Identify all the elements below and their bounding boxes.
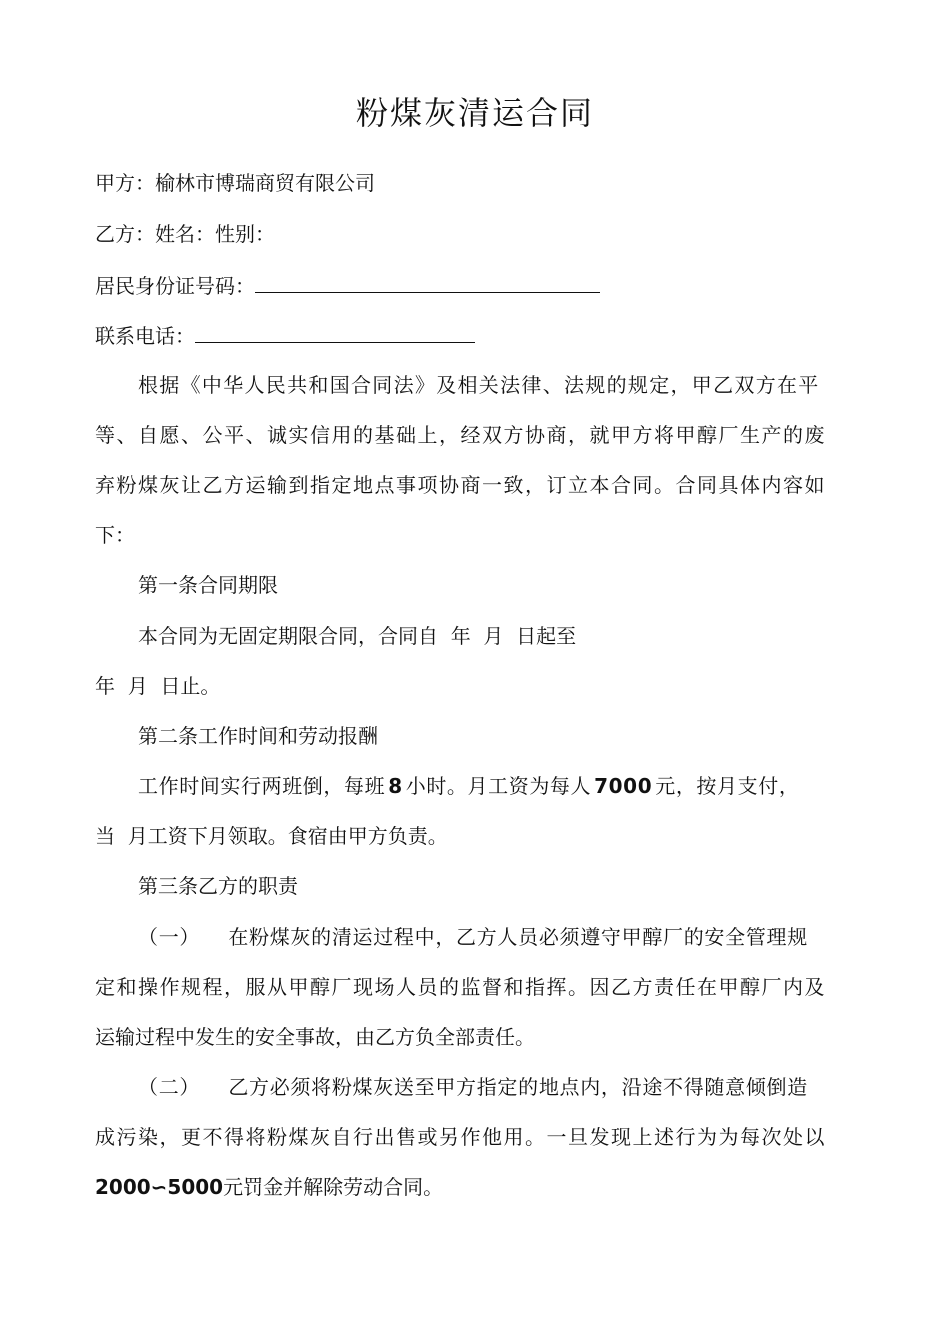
article-2-line-2: 当 月工资下月领取。食宿由甲方负责。 [95,824,448,848]
id-number-label: 居民身份证号码： [95,274,255,298]
article-3-heading: 第三条乙方的职责 [138,874,298,898]
document-title: 粉煤灰清运合同 [355,94,594,132]
penalty-range: 2000∽5000 [95,1175,224,1199]
intro-line-2: 等、自愿、公平、诚实信用的基础上，经双方协商，就甲方将甲醇厂生产的废 [95,423,826,447]
article-3-item-1-line-1: （一） 在粉煤灰的清运过程中，乙方人员必须遵守甲醇厂的安全管理规 [138,925,808,949]
article-1-line-1: 本合同为无固定期限合同，合同自 年 月 日起至 [138,624,577,648]
salary-text: 小时。月工资为每人 [405,774,592,798]
phone-label: 联系电话： [95,324,195,348]
article-2-line-1 [138,773,799,799]
article-3-item-1-line-3: 运输过程中发生的安全事故，由乙方负全部责任。 [95,1025,535,1049]
intro-line-3: 弃粉煤灰让乙方运输到指定地点事项协商一致，订立本合同。合同具体内容如 [95,473,826,497]
article-3-item-1-line-2: 定和操作规程，服从甲醇厂现场人员的监督和指挥。因乙方责任在甲醇厂内及 [95,975,826,999]
work-time-text: 工作时间实行两班倒，每班 [138,774,386,798]
article-3-item-2-line-3 [95,1174,443,1200]
party-a-line: 甲方：榆林市博瑞商贸有限公司 [95,171,375,195]
intro-line-1: 根据《中华人民共和国合同法》及相关法律、法规的规定，甲乙双方在平 [138,373,820,397]
party-b-line: 乙方：姓名：性别： [95,222,275,246]
payment-text: 元，按月支付， [655,774,800,798]
shift-hours: 8 [388,774,403,798]
phone-blank [195,322,475,343]
article-3-item-2-line-1: （二） 乙方必须将粉煤灰送至甲方指定的地点内，沿途不得随意倾倒造 [138,1075,808,1099]
article-2-heading: 第二条工作时间和劳动报酬 [138,724,378,748]
phone-line [95,322,475,349]
article-1-line-2: 年 月 日止。 [95,674,221,698]
article-3-item-2-line-2: 成污染，更不得将粉煤灰自行出售或另作他用。一旦发现上述行为为每次处以 [95,1125,826,1149]
intro-line-4: 下： [95,523,135,547]
monthly-salary: 7000 [594,774,653,798]
id-number-blank [255,272,600,293]
id-number-line [95,272,600,299]
penalty-text: 元罚金并解除劳动合同。 [223,1175,444,1199]
article-1-heading: 第一条合同期限 [138,573,278,597]
